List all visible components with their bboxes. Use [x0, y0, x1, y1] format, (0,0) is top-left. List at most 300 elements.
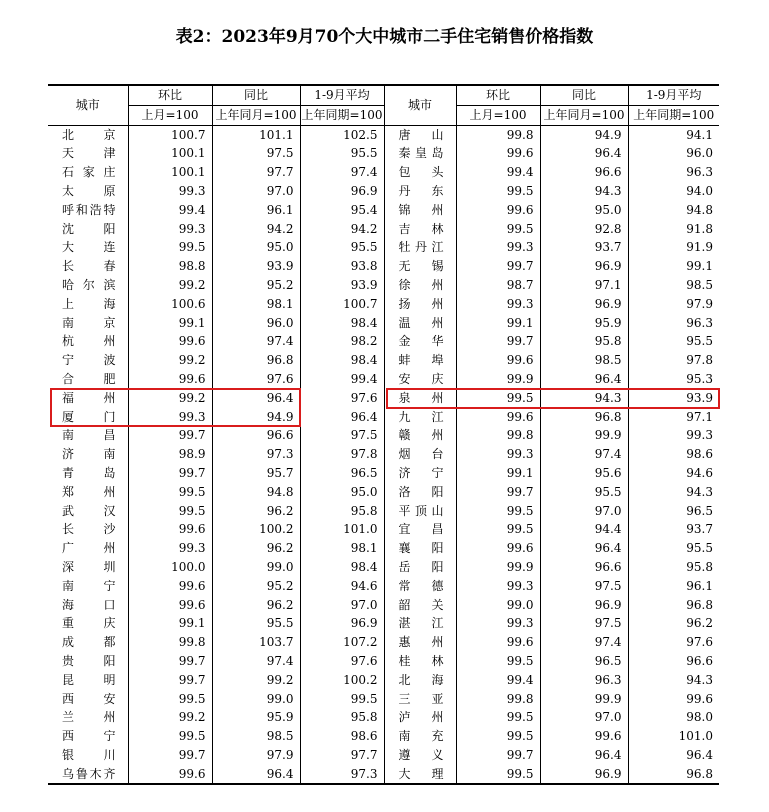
city-cell-left: 长春 [48, 257, 128, 276]
avg-cell-left: 96.5 [300, 464, 384, 483]
city-cell-right: 泸州 [384, 708, 456, 727]
city-cell-left: 成都 [48, 633, 128, 652]
mom-cell-right: 99.7 [456, 746, 540, 765]
mom-cell-left: 100.7 [128, 125, 212, 144]
mom-cell-left: 99.5 [128, 727, 212, 746]
mom-cell-right: 99.5 [456, 708, 540, 727]
avg-cell-left: 97.6 [300, 652, 384, 671]
yoy-cell-right: 99.9 [540, 426, 628, 445]
yoy-cell-right: 92.8 [540, 220, 628, 239]
table-row [48, 652, 719, 671]
mom-cell-left: 100.0 [128, 558, 212, 577]
mom-cell-right: 99.3 [456, 614, 540, 633]
table-row [48, 144, 719, 163]
header-yoy-left: 同比 [212, 85, 300, 105]
avg-cell-left: 95.8 [300, 502, 384, 521]
table-row [48, 746, 719, 765]
city-cell-right: 遵义 [384, 746, 456, 765]
yoy-cell-left: 98.1 [212, 295, 300, 314]
city-cell-left: 南京 [48, 314, 128, 333]
mom-cell-left: 99.1 [128, 614, 212, 633]
city-cell-left: 厦门 [48, 408, 128, 427]
yoy-cell-right: 95.5 [540, 483, 628, 502]
avg-cell-left: 96.9 [300, 182, 384, 201]
mom-cell-left: 99.7 [128, 464, 212, 483]
city-cell-left: 重庆 [48, 614, 128, 633]
avg-cell-left: 93.8 [300, 257, 384, 276]
table-row [48, 295, 719, 314]
city-cell-left: 上海 [48, 295, 128, 314]
yoy-cell-left: 96.2 [212, 502, 300, 521]
mom-cell-right: 99.8 [456, 426, 540, 445]
city-cell-right: 三亚 [384, 690, 456, 709]
city-cell-right: 韶关 [384, 596, 456, 615]
mom-cell-left: 99.2 [128, 708, 212, 727]
table-row [48, 332, 719, 351]
avg-cell-left: 97.0 [300, 596, 384, 615]
yoy-cell-left: 96.6 [212, 426, 300, 445]
yoy-cell-right: 96.9 [540, 257, 628, 276]
yoy-cell-left: 97.4 [212, 652, 300, 671]
yoy-cell-right: 97.1 [540, 276, 628, 295]
header-avg-base-right: 上年同期=100 [628, 105, 719, 125]
mom-cell-left: 99.2 [128, 276, 212, 295]
avg-cell-left: 98.1 [300, 539, 384, 558]
table-row [48, 163, 719, 182]
yoy-cell-left: 95.0 [212, 238, 300, 257]
header-mom-base-right: 上月=100 [456, 105, 540, 125]
city-cell-right: 锦州 [384, 201, 456, 220]
mom-cell-right: 99.6 [456, 351, 540, 370]
city-cell-right: 吉林 [384, 220, 456, 239]
avg-cell-right: 91.9 [686, 240, 713, 255]
city-cell-right: 湛江 [384, 614, 456, 633]
yoy-cell-left: 103.7 [212, 633, 300, 652]
yoy-cell-left: 100.2 [212, 520, 300, 539]
city-cell-right: 泉州 [384, 389, 456, 408]
mom-cell-left: 99.5 [128, 690, 212, 709]
city-cell-right: 扬州 [384, 295, 456, 314]
yoy-cell-left: 95.7 [212, 464, 300, 483]
header-avg-left: 1-9月平均 [300, 85, 384, 105]
city-cell-right: 赣州 [384, 426, 456, 445]
mom-cell-left: 100.1 [128, 163, 212, 182]
yoy-cell-right: 97.0 [540, 708, 628, 727]
city-cell-right: 秦皇岛 [384, 144, 456, 163]
table-row [48, 201, 719, 220]
avg-cell-right: 94.8 [686, 202, 713, 217]
yoy-cell-left: 94.9 [212, 408, 300, 427]
yoy-cell-left: 95.2 [212, 276, 300, 295]
mom-cell-right: 99.3 [456, 577, 540, 596]
mom-cell-left: 99.8 [128, 633, 212, 652]
yoy-cell-left: 96.4 [212, 765, 300, 785]
avg-cell-right: 95.8 [686, 559, 713, 574]
avg-cell-left: 98.4 [300, 314, 384, 333]
city-cell-left: 南昌 [48, 426, 128, 445]
yoy-cell-left: 95.2 [212, 577, 300, 596]
yoy-cell-left: 93.9 [212, 257, 300, 276]
city-cell-right: 南充 [384, 727, 456, 746]
table-row [48, 765, 719, 785]
yoy-cell-right: 96.9 [540, 765, 628, 785]
mom-cell-left: 100.1 [128, 144, 212, 163]
mom-cell-left: 99.7 [128, 746, 212, 765]
city-cell-right: 九江 [384, 408, 456, 427]
mom-cell-right: 99.5 [456, 727, 540, 746]
city-cell-left: 海口 [48, 596, 128, 615]
avg-cell-left: 97.6 [300, 389, 384, 408]
city-cell-right: 丹东 [384, 182, 456, 201]
mom-cell-right: 99.3 [456, 295, 540, 314]
city-cell-left: 乌鲁木齐 [48, 765, 128, 785]
mom-cell-right: 99.6 [456, 633, 540, 652]
city-cell-left: 西安 [48, 690, 128, 709]
avg-cell-right: 96.3 [686, 315, 713, 330]
avg-cell-right: 96.0 [686, 146, 713, 161]
mom-cell-right: 99.5 [456, 389, 540, 408]
city-cell-right: 蚌埠 [384, 351, 456, 370]
city-cell-left: 宁波 [48, 351, 128, 370]
city-cell-right: 徐州 [384, 276, 456, 295]
city-cell-left: 青岛 [48, 464, 128, 483]
mom-cell-left: 99.5 [128, 483, 212, 502]
yoy-cell-left: 96.4 [212, 389, 300, 408]
header-mom-left: 环比 [128, 85, 212, 105]
header-mom-right: 环比 [456, 85, 540, 105]
avg-cell-right: 96.4 [686, 747, 713, 762]
avg-cell-left: 94.2 [300, 220, 384, 239]
yoy-cell-left: 96.8 [212, 351, 300, 370]
yoy-cell-left: 96.1 [212, 201, 300, 220]
city-cell-left: 太原 [48, 182, 128, 201]
table-row [48, 389, 719, 408]
yoy-cell-right: 96.9 [540, 295, 628, 314]
yoy-cell-right: 95.8 [540, 332, 628, 351]
avg-cell-right: 97.6 [686, 635, 713, 650]
mom-cell-right: 99.0 [456, 596, 540, 615]
city-cell-right: 宜昌 [384, 520, 456, 539]
mom-cell-right: 99.6 [456, 408, 540, 427]
city-cell-left: 石家庄 [48, 163, 128, 182]
mom-cell-right: 99.6 [456, 201, 540, 220]
yoy-cell-right: 94.3 [540, 389, 628, 408]
mom-cell-right: 99.7 [456, 483, 540, 502]
mom-cell-left: 99.7 [128, 671, 212, 690]
city-cell-left: 银川 [48, 746, 128, 765]
city-cell-right: 烟台 [384, 445, 456, 464]
yoy-cell-right: 94.9 [540, 125, 628, 144]
avg-cell-right: 97.9 [686, 296, 713, 311]
table-row [48, 727, 719, 746]
header-avg-right: 1-9月平均 [628, 85, 719, 105]
city-cell-left: 深圳 [48, 558, 128, 577]
mom-cell-left: 99.7 [128, 652, 212, 671]
city-cell-left: 昆明 [48, 671, 128, 690]
city-cell-left: 济南 [48, 445, 128, 464]
city-cell-right: 唐山 [384, 125, 456, 144]
city-cell-right: 无锡 [384, 257, 456, 276]
city-cell-left: 沈阳 [48, 220, 128, 239]
yoy-cell-left: 97.9 [212, 746, 300, 765]
avg-cell-right: 94.0 [686, 183, 713, 198]
yoy-cell-right: 96.9 [540, 596, 628, 615]
yoy-cell-right: 98.5 [540, 351, 628, 370]
yoy-cell-right: 96.4 [540, 746, 628, 765]
table-row [48, 464, 719, 483]
city-cell-right: 安庆 [384, 370, 456, 389]
city-cell-left: 杭州 [48, 332, 128, 351]
avg-cell-right: 99.6 [686, 691, 713, 706]
mom-cell-right: 99.3 [456, 445, 540, 464]
avg-cell-right: 96.8 [686, 766, 713, 781]
avg-cell-right: 96.5 [686, 503, 713, 518]
mom-cell-right: 99.9 [456, 558, 540, 577]
avg-cell-left: 107.2 [300, 633, 384, 652]
avg-cell-left: 95.0 [300, 483, 384, 502]
table-row [48, 483, 719, 502]
avg-cell-left: 98.2 [300, 332, 384, 351]
price-index-table [48, 84, 719, 785]
yoy-cell-left: 95.5 [212, 614, 300, 633]
city-cell-left: 贵阳 [48, 652, 128, 671]
city-cell-left: 西宁 [48, 727, 128, 746]
table-row [48, 220, 719, 239]
city-cell-right: 平顶山 [384, 502, 456, 521]
header-city-right: 城市 [384, 85, 456, 125]
yoy-cell-left: 99.0 [212, 690, 300, 709]
table-row [48, 408, 719, 427]
mom-cell-left: 99.3 [128, 182, 212, 201]
yoy-cell-right: 95.0 [540, 201, 628, 220]
mom-cell-left: 99.6 [128, 332, 212, 351]
city-cell-right: 桂林 [384, 652, 456, 671]
header-avg-base-left: 上年同期=100 [300, 105, 384, 125]
avg-cell-left: 93.9 [300, 276, 384, 295]
yoy-cell-right: 97.4 [540, 633, 628, 652]
table-row [48, 520, 719, 539]
avg-cell-left: 98.4 [300, 558, 384, 577]
city-cell-right: 牡丹江 [384, 238, 456, 257]
yoy-cell-right: 96.8 [540, 408, 628, 427]
mom-cell-left: 99.7 [128, 426, 212, 445]
city-cell-right: 北海 [384, 671, 456, 690]
avg-cell-right: 97.8 [686, 353, 713, 368]
avg-cell-right: 94.6 [686, 465, 713, 480]
city-cell-left: 兰州 [48, 708, 128, 727]
mom-cell-right: 99.5 [456, 182, 540, 201]
city-cell-left: 长沙 [48, 520, 128, 539]
yoy-cell-right: 96.4 [540, 370, 628, 389]
mom-cell-left: 99.5 [128, 238, 212, 257]
mom-cell-left: 99.2 [128, 389, 212, 408]
avg-cell-left: 95.8 [300, 708, 384, 727]
mom-cell-right: 99.8 [456, 690, 540, 709]
mom-cell-right: 99.6 [456, 539, 540, 558]
city-cell-left: 合肥 [48, 370, 128, 389]
mom-cell-left: 99.6 [128, 370, 212, 389]
mom-cell-right: 98.7 [456, 276, 540, 295]
avg-cell-right: 96.1 [686, 578, 713, 593]
city-cell-right: 常德 [384, 577, 456, 596]
yoy-cell-left: 94.2 [212, 220, 300, 239]
mom-cell-right: 99.5 [456, 765, 540, 785]
yoy-cell-left: 97.7 [212, 163, 300, 182]
city-cell-left: 武汉 [48, 502, 128, 521]
avg-cell-right: 91.8 [686, 221, 713, 236]
city-cell-left: 福州 [48, 389, 128, 408]
avg-cell-right: 99.3 [686, 428, 713, 443]
mom-cell-right: 99.5 [456, 652, 540, 671]
avg-cell-right: 96.3 [686, 165, 713, 180]
avg-cell-left: 99.5 [300, 690, 384, 709]
mom-cell-right: 99.1 [456, 464, 540, 483]
table-row [48, 614, 719, 633]
table-row [48, 314, 719, 333]
city-cell-left: 广州 [48, 539, 128, 558]
yoy-cell-right: 94.4 [540, 520, 628, 539]
table-row [48, 558, 719, 577]
mom-cell-right: 99.5 [456, 220, 540, 239]
avg-cell-right: 95.3 [686, 371, 713, 386]
avg-cell-right: 96.2 [686, 616, 713, 631]
yoy-cell-right: 99.6 [540, 727, 628, 746]
avg-cell-right: 93.7 [686, 522, 713, 537]
city-cell-right: 襄阳 [384, 539, 456, 558]
avg-cell-left: 98.4 [300, 351, 384, 370]
page-title: 表2：2023年9月70个大中城市二手住宅销售价格指数 [175, 27, 594, 47]
mom-cell-left: 99.2 [128, 351, 212, 370]
city-cell-right: 洛阳 [384, 483, 456, 502]
avg-cell-right: 101.0 [678, 729, 713, 744]
city-cell-right: 济宁 [384, 464, 456, 483]
yoy-cell-right: 96.3 [540, 671, 628, 690]
yoy-cell-right: 94.3 [540, 182, 628, 201]
city-cell-left: 天津 [48, 144, 128, 163]
avg-cell-left: 100.2 [300, 671, 384, 690]
yoy-cell-right: 96.4 [540, 539, 628, 558]
city-cell-left: 哈尔滨 [48, 276, 128, 295]
city-cell-left: 南宁 [48, 577, 128, 596]
yoy-cell-left: 101.1 [212, 125, 300, 144]
yoy-cell-left: 98.5 [212, 727, 300, 746]
avg-cell-left: 95.4 [300, 201, 384, 220]
avg-cell-left: 99.4 [300, 370, 384, 389]
mom-cell-left: 99.6 [128, 577, 212, 596]
city-cell-right: 金华 [384, 332, 456, 351]
table-row [48, 125, 719, 144]
mom-cell-left: 99.1 [128, 314, 212, 333]
avg-cell-left: 97.4 [300, 163, 384, 182]
table-row [48, 370, 719, 389]
yoy-cell-right: 95.6 [540, 464, 628, 483]
yoy-cell-right: 99.9 [540, 690, 628, 709]
mom-cell-left: 98.9 [128, 445, 212, 464]
yoy-cell-right: 96.6 [540, 163, 628, 182]
table-row [48, 596, 719, 615]
avg-cell-right: 98.0 [686, 710, 713, 725]
mom-cell-right: 99.8 [456, 125, 540, 144]
city-cell-left: 大连 [48, 238, 128, 257]
mom-cell-right: 99.6 [456, 144, 540, 163]
mom-cell-left: 99.3 [128, 220, 212, 239]
avg-cell-left: 95.5 [300, 144, 384, 163]
table-row [48, 257, 719, 276]
mom-cell-left: 99.6 [128, 520, 212, 539]
avg-cell-right: 98.6 [686, 447, 713, 462]
yoy-cell-left: 96.2 [212, 596, 300, 615]
yoy-cell-right: 96.6 [540, 558, 628, 577]
avg-cell-left: 96.4 [300, 408, 384, 427]
avg-cell-left: 97.3 [300, 765, 384, 785]
yoy-cell-left: 97.0 [212, 182, 300, 201]
avg-cell-right: 96.8 [686, 597, 713, 612]
city-cell-left: 北京 [48, 125, 128, 144]
mom-cell-left: 99.3 [128, 539, 212, 558]
yoy-cell-right: 97.0 [540, 502, 628, 521]
table-row [48, 445, 719, 464]
avg-cell-right: 97.1 [686, 409, 713, 424]
avg-cell-left: 98.6 [300, 727, 384, 746]
avg-cell-right: 94.3 [686, 484, 713, 499]
yoy-cell-right: 95.9 [540, 314, 628, 333]
city-cell-left: 郑州 [48, 483, 128, 502]
yoy-cell-left: 97.3 [212, 445, 300, 464]
mom-cell-right: 99.5 [456, 502, 540, 521]
avg-cell-right: 96.6 [686, 653, 713, 668]
avg-cell-left: 102.5 [300, 125, 384, 144]
mom-cell-right: 99.7 [456, 332, 540, 351]
yoy-cell-left: 99.0 [212, 558, 300, 577]
mom-cell-right: 99.3 [456, 238, 540, 257]
mom-cell-right: 99.4 [456, 163, 540, 182]
table-row [48, 426, 719, 445]
avg-cell-right: 95.5 [686, 334, 713, 349]
header-yoy-base-right: 上年同月=100 [540, 105, 628, 125]
mom-cell-left: 99.3 [128, 408, 212, 427]
yoy-cell-left: 97.4 [212, 332, 300, 351]
table-row [48, 276, 719, 295]
yoy-cell-left: 96.0 [212, 314, 300, 333]
header-yoy-right: 同比 [540, 85, 628, 105]
yoy-cell-left: 95.9 [212, 708, 300, 727]
avg-cell-left: 97.5 [300, 426, 384, 445]
avg-cell-right: 99.1 [686, 259, 713, 274]
mom-cell-left: 100.6 [128, 295, 212, 314]
yoy-cell-right: 97.4 [540, 445, 628, 464]
table-row [48, 182, 719, 201]
avg-cell-left: 97.7 [300, 746, 384, 765]
avg-cell-right: 94.1 [686, 127, 713, 142]
avg-cell-left: 95.5 [300, 238, 384, 257]
mom-cell-right: 99.4 [456, 671, 540, 690]
avg-cell-left: 94.6 [300, 577, 384, 596]
table-row [48, 671, 719, 690]
avg-cell-left: 100.7 [300, 295, 384, 314]
avg-cell-right: 95.5 [686, 541, 713, 556]
avg-cell-right: 94.3 [686, 672, 713, 687]
mom-cell-right: 99.5 [456, 520, 540, 539]
yoy-cell-right: 96.5 [540, 652, 628, 671]
avg-cell-left: 101.0 [300, 520, 384, 539]
header-mom-base-left: 上月=100 [128, 105, 212, 125]
avg-cell-right: 93.9 [686, 390, 713, 405]
yoy-cell-left: 97.5 [212, 144, 300, 163]
mom-cell-right: 99.9 [456, 370, 540, 389]
table-row [48, 708, 719, 727]
header-yoy-base-left: 上年同月=100 [212, 105, 300, 125]
yoy-cell-right: 97.5 [540, 614, 628, 633]
